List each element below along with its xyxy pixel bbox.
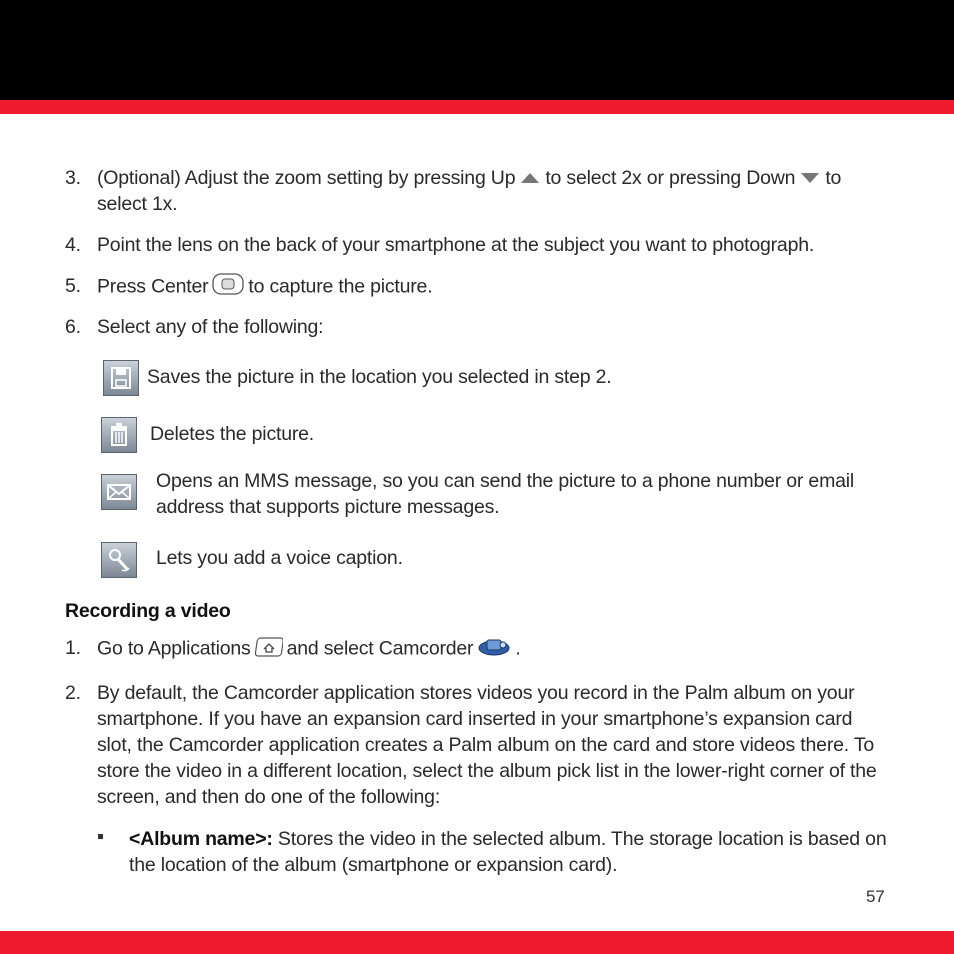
video-step-2-line5: screen, and then do one of the following: xyxy=(97,786,441,808)
save-icon xyxy=(103,360,139,396)
trash-icon xyxy=(101,417,137,453)
video-step-2-number: 2. xyxy=(65,682,81,704)
bullet-label: <Album name>: xyxy=(129,828,273,850)
video-step-1-part3: . xyxy=(515,637,521,660)
step-3-part2: to select 2x or pressing Down xyxy=(545,167,796,189)
step-5-text xyxy=(97,273,432,302)
section-heading: Recording a video xyxy=(65,600,231,622)
applications-home-icon xyxy=(255,635,283,664)
video-step-1-text xyxy=(97,635,521,664)
header-black-bar xyxy=(0,0,954,100)
option-mms-line1: Opens an MMS message, so you can send the picture to a phone number or email xyxy=(156,470,855,492)
video-step-1-part1: Go to Applications xyxy=(97,637,251,660)
video-step-2-line4: store the video in a different location, select the album pick list in the lower-right corner of the xyxy=(97,760,877,782)
envelope-icon xyxy=(101,474,137,510)
step-4-number: 4. xyxy=(65,234,81,256)
step-3-text xyxy=(97,165,841,217)
bullet-marker xyxy=(98,834,103,839)
footer-red-bar xyxy=(0,931,954,954)
up-arrow-icon xyxy=(521,173,539,183)
option-mms-text xyxy=(156,468,854,520)
step-5-number: 5. xyxy=(65,275,81,297)
video-step-2-line2: smartphone. If you have an expansion card inserted in your smartphone’s expansion card xyxy=(97,708,853,730)
option-voice-text: Lets you add a voice caption. xyxy=(156,547,403,569)
step-3-part1: (Optional) Adjust the zoom setting by pressing Up xyxy=(97,167,516,189)
page-number: 57 xyxy=(866,887,885,906)
step-3-line2: select 1x. xyxy=(97,193,178,215)
bullet-line1: Stores the video in the selected album. The storage location is based on xyxy=(272,828,887,850)
option-delete-text: Deletes the picture. xyxy=(150,423,315,445)
step-3-number: 3. xyxy=(65,167,81,189)
step-3-part3: to xyxy=(825,167,842,189)
step-4-text: Point the lens on the back of your smartphone at the subject you want to photograph. xyxy=(97,234,815,256)
bullet-text xyxy=(129,826,886,878)
step-5-part2: to capture the picture. xyxy=(248,275,433,298)
camcorder-icon xyxy=(477,635,511,664)
video-step-2-text xyxy=(97,680,877,810)
video-step-2-line3: slot, the Camcorder application creates a Palm album on the card and store videos there. To xyxy=(97,734,875,756)
header-red-stripe xyxy=(0,100,954,114)
video-step-2-line1: By default, the Camcorder application stores videos you record in the Palm album on your xyxy=(97,682,855,704)
step-6-number: 6. xyxy=(65,316,81,338)
option-mms-line2: address that supports picture messages. xyxy=(156,496,500,518)
down-arrow-icon xyxy=(801,173,819,183)
step-6-text: Select any of the following: xyxy=(97,316,324,338)
video-step-1-number: 1. xyxy=(65,637,81,659)
option-save-text: Saves the picture in the location you selected in step 2. xyxy=(147,366,612,388)
center-button-icon xyxy=(212,273,244,302)
bullet-line2: the location of the album (smartphone or expansion card). xyxy=(129,854,618,876)
step-5-part1: Press Center xyxy=(97,275,209,298)
video-step-1-part2: and select Camcorder xyxy=(286,637,474,660)
microphone-icon xyxy=(101,542,137,578)
